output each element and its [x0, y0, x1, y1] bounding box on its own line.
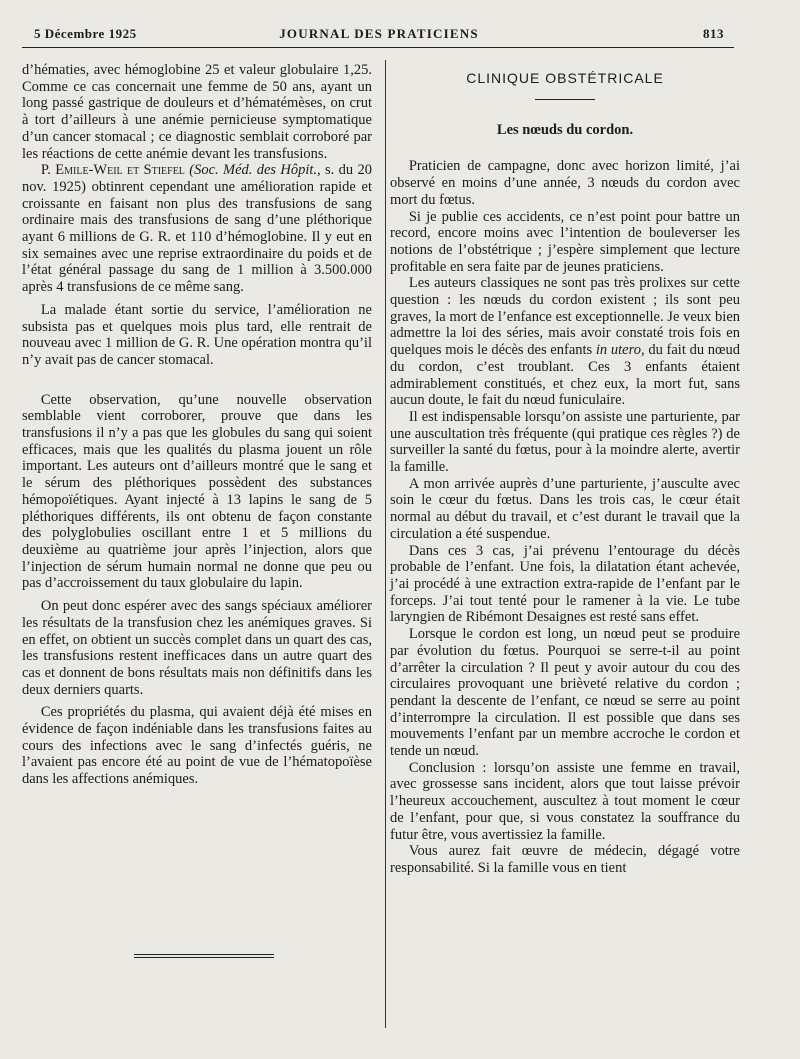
article-end-rule: [134, 954, 274, 960]
right-paragraph-3-part-2: du fait du nœud du cordon, c’est troublant. Ces 3 enfants étaient admirablement constitués, et chez eux, la mort fut, sans aucun doute, le fait du nœud funiculaire.: [390, 342, 740, 409]
left-paragraph-1: d’hématies, avec hémoglobine 25 et valeur globulaire 1,25. Comme ce cas concernait une femme de 50 ans, ayant un long passé gastrique de douleurs et d’hématémèses, on crut à tort d’ailleurs à une anémie pernicieuse symptomatique d’un cancer stomacal ; ce diagnostic semblait corroboré par les réactions de cette anémie devant les transfusions.: [22, 62, 372, 162]
right-paragraph-8: Conclusion : lorsqu’on assiste une femme en travail, avec grossesse sans incident, alors que tout laisse prévoir l’heureux accouchement, auscultez à tout moment le cœur de l’enfant, pour que, si vous constatez la souffrance du futur être, vous avertissiez la famille.: [390, 759, 740, 843]
right-paragraph-5: A mon arrivée auprès d’une parturiente, j’ausculte avec soin le cœur du fœtus. Dans les trois cas, le cœur était normal au début du travail, et c’est durant le travail que la circulation a été suspendue.: [390, 475, 740, 542]
header-rule: [22, 47, 734, 48]
right-paragraph-4: Il est indispensable lorsqu’on assiste une parturiente, par une auscultation très fréquente (qui pratique ces règles ?) de surveiller la santé du fœtus, pour à la moindre alerte, avertir la famille.: [390, 408, 740, 476]
paragraph-gap: [22, 369, 372, 386]
right-paragraph-3: [390, 275, 740, 409]
left-paragraph-4: Cette observation, qu’une nouvelle observation semblable vient corroborer, prouve que dans les transfusions il n’y a pas que les globules du sang qui soient efficaces, mais que les qualités du plasma jouent un rôle important. Les auteurs ont d’ailleurs montré que le sang et le sérum des pléthoriques possèdent des substances hémopoïétiques. Ayant injecté à 13 lapins le sang de 5 pléthoriques différents, ils ont obtenu de façon constante des polyglobulies oscillant entre 1 et 5 millions du deuxième au quatrième jour après l’injection, alors que l’injection de sérum humain normal ne donne que peu ou pas d’accroissement du taux globulaire du lapin.: [22, 391, 372, 592]
italic-phrase: in utero,: [595, 342, 645, 359]
left-paragraph-3: La malade étant sortie du service, l’amélioration ne subsista pas et quelques mois plus tard, elle rentrait de nouveau avec 1 million de G. R. Une opération montra qu’il n’y avait pas de cancer stomacal.: [22, 301, 372, 368]
left-column: [22, 62, 372, 788]
left-paragraph-2-text: s. du 20 nov. 1925) obtinrent cependant une amélioration rapide et croissante en faisant non plus des transfusions de sang ordinaire mais des transfusions de sang d’une pléthorique ayant 6 millions de G. R. et 110 d’hémoglobine. Il y eut en six semaines avec une reprise extraordinaire du poids et de l’état général passage du sang de 1 million à 3.500.000 après 4 transfusions de ce même sang.: [22, 162, 372, 296]
article-title: Les nœuds du cordon.: [496, 121, 634, 138]
column-divider: [385, 60, 386, 1028]
left-paragraph-6: Ces propriétés du plasma, qui avaient déjà été mises en évidence de façon indéniable dans les transfusions faites au cours des infections avec le sang d’infectés guéris, ne l’avaient pas encore été au point de vue de l’hématopoïèse dans les affections anémiques.: [22, 704, 372, 788]
section-rule: [535, 99, 595, 100]
authors: P. Emile-Weil et Stiefel: [40, 162, 185, 179]
right-column: [390, 62, 740, 877]
right-paragraph-1: Praticien de campagne, donc avec horizon limité, j’ai observé en moins d’une année, 3 nœuds du cordon avec mort du fœtus.: [390, 158, 740, 208]
left-paragraph-5: On peut donc espérer avec des sangs spéciaux améliorer les résultats de la transfusion chez les anémiques graves. Si en effet, on obtient un succès complet dans un quart des cas, les transfusions restent inefficaces dans un autre quart des cas et donnent de bons résultats mais non définitifs dans les deux derniers quarts.: [22, 598, 372, 698]
page-header: [34, 26, 724, 46]
header-date: 5 Décembre 1925: [34, 26, 137, 41]
section-title: CLINIQUE OBSTÉTRICALE: [466, 70, 664, 86]
right-paragraph-6: Dans ces 3 cas, j’ai prévenu l’entourage du décès probable de l’enfant. Une fois, la dilatation étant achevée, j’ai procédé à une extraction extra-rapide de l’enfant par le forceps. J’ai tout tenté pour le ramener à la vie. Le tube laryngien de Ribémont Desaignes est resté sans effet.: [390, 542, 740, 626]
reference: (Soc. Méd. des Hôpit.,: [189, 162, 321, 179]
journal-title: JOURNAL DES PRATICIENS: [279, 26, 479, 41]
right-paragraph-3-part-1: Les auteurs classiques ne sont pas très prolixes sur cette question : les nœuds du cordon existent ; ils sont peu graves, la mort de l’enfance est exceptionnelle. Je veux bien admettre la loi des séries, mais avoir constaté trois fois en quelques mois le décès des enfants: [390, 275, 740, 359]
right-paragraph-2: Si je publie ces accidents, ce n’est point pour battre un record, encore moins avec l’intention de bouleverser les notions de l’obstétrique ; j’espère simplement que lecture profitable en sera faite par de jeunes praticiens.: [390, 208, 740, 275]
right-paragraph-7: Lorsque le cordon est long, un nœud peut se produire par évolution du fœtus. Pourquoi se serre-t-il au point d’arrêter la circulation ? Il peut y avoir autour du cou des circulaires provoquant une brièveté relative du cordon ; pendant la descente de l’enfant, ce nœud se serre au point d’interrompre la circulation. Il est possible que dans ses mouvements l’enfant par un membre accroche le cordon et tende un nœud.: [390, 626, 740, 760]
left-paragraph-2: [22, 162, 372, 296]
right-paragraph-9: Vous aurez fait œuvre de médecin, dégagé votre responsabilité. Si la famille vous en tient: [390, 843, 740, 876]
page-number: 813: [703, 26, 724, 41]
